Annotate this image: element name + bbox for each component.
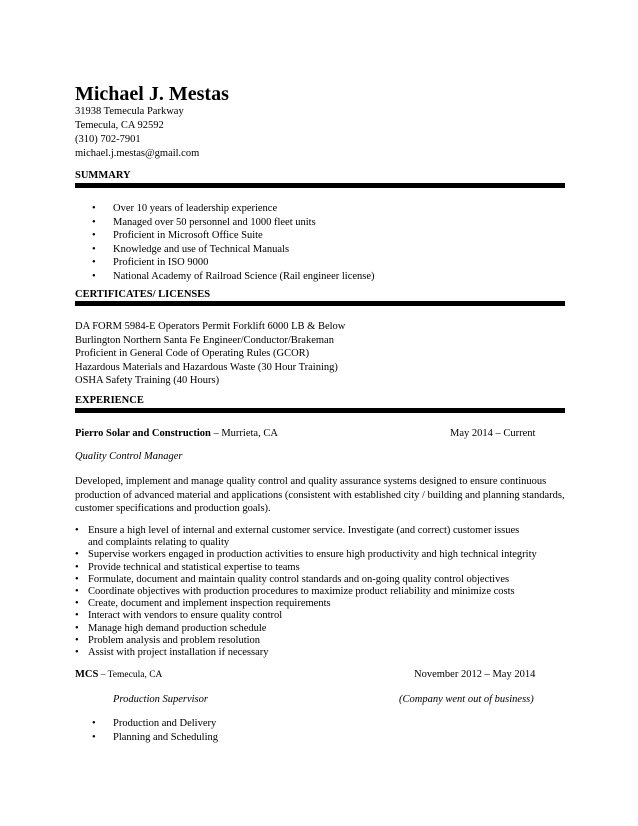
list-item: • Planning and Scheduling [92,731,218,743]
bullet-icon: • [75,622,79,634]
bullet-icon: • [92,731,96,743]
bullet-icon: • [75,647,79,659]
job-1-title: Quality Control Manager [75,451,183,462]
list-item: • Interact with vendors to ensure quality control [75,610,283,622]
job-1-location: – Murrieta, CA [210,428,278,439]
list-item: Proficient in General Code of Operating Rules (GCOR) [75,348,310,359]
bullet-icon: • [92,230,96,242]
list-item: DA FORM 5984-E Operators Permit Forklift 6000 LB & Below [75,321,346,332]
bullet-icon: • [92,270,96,282]
job-1-duties [75,525,537,659]
list-item: • National Academy of Railroad Science (Rail engineer license) [92,270,375,282]
list-item: • Knowledge and use of Technical Manuals [92,243,290,255]
job-2-title: Production Supervisor [113,694,208,705]
bullet-icon: • [92,203,96,214]
list-item: • Ensure a high level of internal and external customer service. Investigate (and correct) customer issues [75,525,520,536]
list-item: • Coordinate objectives with production procedures to maximize product reliability and minimize costs [75,586,515,598]
list-item: • Formulate, document and maintain quality control standards and on-going quality control objectives [75,573,510,585]
experience-heading: EXPERIENCE [75,395,144,406]
summary-list [92,202,375,284]
experience-rule [75,408,565,413]
list-item: • Over 10 years of leadership experience [92,203,278,214]
list-item: OSHA Safety Training (40 Hours) [75,375,220,386]
job-2-company: MCS [75,669,99,680]
job-2-duties [92,717,218,744]
certificates-list [75,320,345,388]
job-1-heading [75,428,278,439]
bullet-icon: • [75,549,79,561]
list-item-continued: and complaints relating to quality [88,537,230,549]
summary-heading: SUMMARY [75,170,131,181]
email: michael.j.mestas@gmail.com [75,148,200,159]
bullet-icon: • [75,561,79,573]
contact-block [75,105,199,161]
candidate-name: Michael J. Mestas [75,83,229,105]
bullet-icon: • [75,586,79,598]
list-item: • Proficient in Microsoft Office Suite [92,230,263,242]
bullet-icon: • [75,610,79,622]
job-2-note: (Company went out of business) [399,694,534,705]
list-item: Hazardous Materials and Hazardous Waste (30 Hour Training) [75,361,338,373]
list-item: • Create, document and implement inspection requirements [75,598,331,610]
summary-rule [75,183,565,188]
bullet-icon: • [92,718,96,729]
job-1-description: Developed, implement and manage quality control and quality assurance systems designed to ensure continuous production of advanced material and applications (consistent with established city / building and planning standards, customer specifications and production goals). [75,476,565,514]
bullet-icon: • [92,243,96,255]
bullet-icon: • [75,598,79,610]
list-item: • Managed over 50 personnel and 1000 fleet units [92,216,316,228]
list-item: • Proficient in ISO 9000 [92,257,209,269]
bullet-icon: • [92,216,96,228]
list-item: • Problem analysis and problem resolution [75,634,261,646]
bullet-icon: • [75,634,79,646]
job-2-dates: November 2012 – May 2014 [414,669,536,680]
list-item: • Manage high demand production schedule [75,622,267,634]
bullet-icon: • [75,573,79,585]
address-line-1: 31938 Temecula Parkway [75,106,184,117]
address-line-2: Temecula, CA 92592 [75,120,164,131]
job-2-location: – Temecula, CA [98,670,163,680]
list-item: • Provide technical and statistical expertise to teams [75,561,300,573]
list-item: • Assist with project installation if necessary [75,647,269,659]
certificates-heading: CERTIFICATES/ LICENSES [75,289,211,300]
phone: (310) 702-7901 [75,134,141,145]
job-2-heading [75,669,162,680]
bullet-icon: • [75,525,79,536]
job-1-company: Pierro Solar and Construction [75,428,211,439]
bullet-icon: • [92,257,96,269]
certificates-rule [75,301,565,306]
job-1-dates: May 2014 – Current [450,428,536,439]
list-item: Burlington Northern Santa Fe Engineer/Conductor/Brakeman [75,334,334,346]
list-item: • Supervise workers engaged in production activities to ensure high productivity and high technical integrity [75,549,537,561]
list-item: • Production and Delivery [92,718,217,729]
